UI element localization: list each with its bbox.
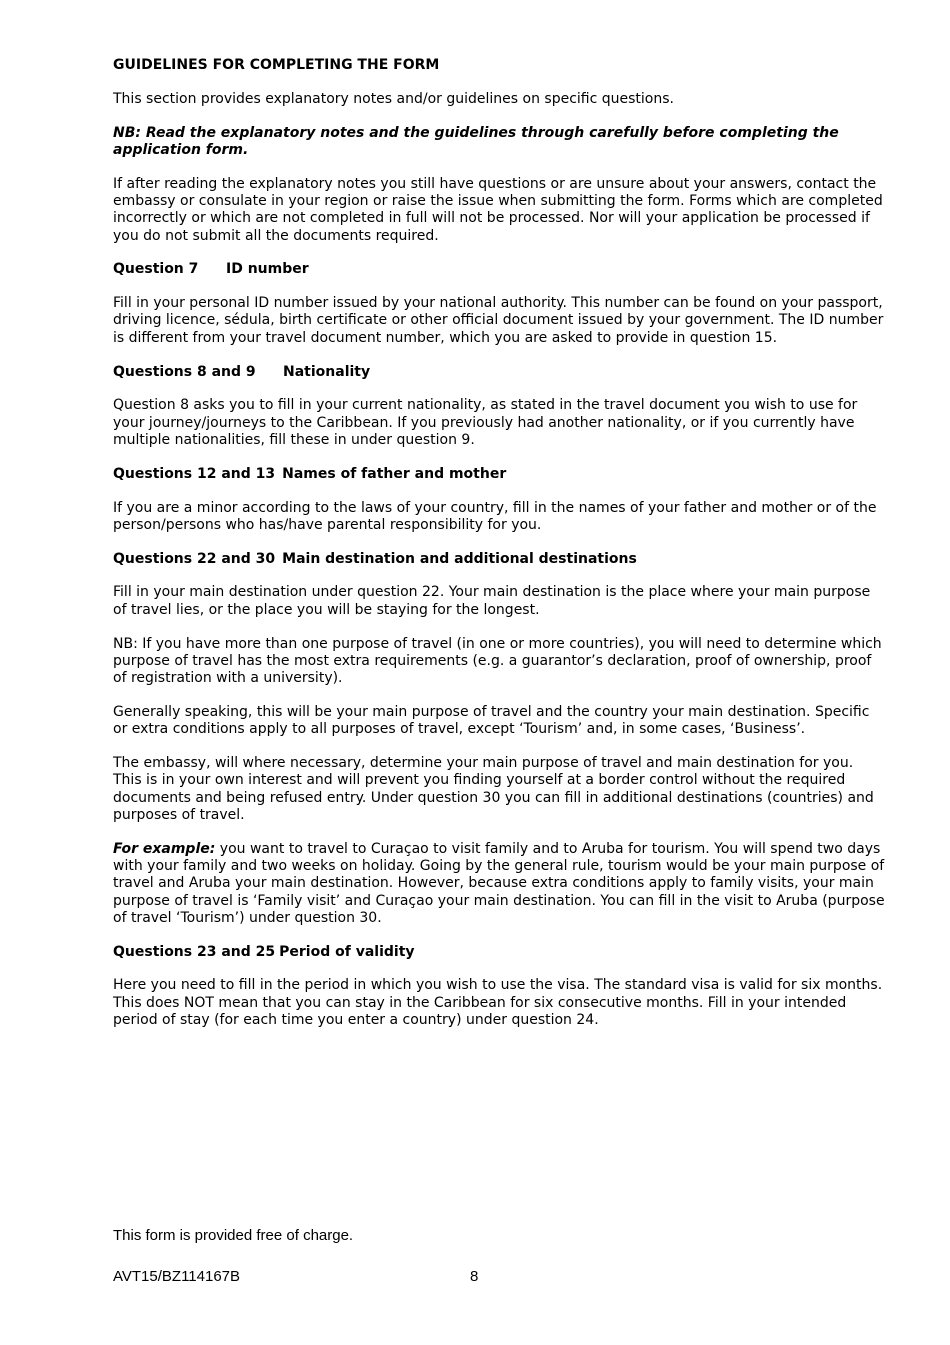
guidelines-content: [113, 57, 885, 1046]
question-number: Questions 22 and 30: [113, 550, 276, 567]
question-title: ID number: [226, 261, 309, 278]
questions-22-30-paragraph-4: The embassy, will where necessary, determine your main purpose of travel and main destination for you. This is in your own interest and will prevent you finding yourself at a border control without the required documents and being refused entry. Under question 30 you can fill in additional destinations (countries) and purposes of travel.: [113, 755, 874, 823]
nb-notice: NB: Read the explanatory notes and the guidelines through carefully before completing the application form.: [113, 124, 839, 158]
questions-22-30-paragraph-1: Fill in your main destination under question 22. Your main destination is the place where your main purpose of travel lies, or the place you will be staying for the longest.: [113, 584, 871, 618]
question-number: Questions 8 and 9: [113, 363, 256, 380]
page-number: 8: [470, 1268, 479, 1285]
form-reference: AVT15/BZ114167B: [113, 1268, 241, 1285]
questions-8-9-heading: [113, 364, 885, 381]
questions-22-30-paragraph-2: NB: If you have more than one purpose of travel (in one or more countries), you will need to determine which purpose of travel has the most extra requirements (e.g. a guarantor’s declaration, proof of ownership, proof of registration with a university).: [113, 635, 882, 687]
example-paragraph: [113, 841, 885, 927]
question-number: Questions 12 and 13: [113, 465, 276, 482]
contact-paragraph: If after reading the explanatory notes you still have questions or are unsure about your answers, contact the embassy or consulate in your region or raise the issue when submitting the form. Forms which are completed incorrectly or which are not completed in full will not be processed. Nor will your application be processed if you do not submit all the documents required.: [113, 175, 883, 244]
question-number: Questions 23 and 25: [113, 943, 276, 960]
question-7-paragraph: Fill in your personal ID number issued by your national authority. This number can be found on your passport, driving licence, sédula, birth certificate or other official document issued by your government. The ID number is different from your travel document number, which you are asked to provide in question 15.: [113, 295, 884, 346]
questions-22-30-paragraph-3: Generally speaking, this will be your main purpose of travel and the country your main destination. Specific or extra conditions apply to all purposes of travel, except ‘Tourism’ and, in some cases, ‘Business’.: [113, 703, 870, 738]
questions-8-9-paragraph: Question 8 asks you to fill in your current nationality, as stated in the travel document you wish to use for your journey/journeys to the Caribbean. If you previously had another nationality, or if you currently have multiple nationalities, fill these in under question 9.: [113, 397, 858, 448]
question-7-heading: [113, 261, 885, 278]
questions-12-13-paragraph: If you are a minor according to the laws of your country, fill in the names of your father and mother or of the person/persons who has/have parental responsibility for you.: [113, 499, 877, 533]
question-title: Nationality: [283, 363, 371, 380]
questions-22-30-heading: [113, 551, 885, 568]
question-title: Main destination and additional destinations: [282, 550, 637, 567]
footer-note: This form is provided free of charge.: [113, 1227, 354, 1244]
question-number: Question 7: [113, 261, 199, 278]
intro-text: This section provides explanatory notes and/or guidelines on specific questions.: [113, 90, 674, 107]
example-lead: For example:: [113, 840, 216, 857]
question-title: Period of validity: [279, 943, 415, 960]
questions-23-25-paragraph: Here you need to fill in the period in which you wish to use the visa. The standard visa is valid for six months. This does NOT mean that you can stay in the Caribbean for six consecutive months. Fill in your intended period of stay (for each time you enter a country) under question 24.: [113, 977, 883, 1029]
example-text: you want to travel to Curaçao to visit family and to Aruba for tourism. You will spend two days with your family and two weeks on holiday. Going by the general rule, tourism would be your main purpose of travel and Aruba your main destination. However, because extra conditions apply to family visits, your main purpose of travel is ‘Family visit’ and Curaçao your main destination. You can fill in the visit to Aruba (purpose of travel ‘Tourism’) under question 30.: [113, 840, 885, 926]
questions-12-13-heading: [113, 466, 885, 483]
questions-23-25-heading: [113, 944, 885, 961]
page-title: GUIDELINES FOR COMPLETING THE FORM: [113, 57, 440, 73]
question-title: Names of father and mother: [282, 465, 507, 482]
